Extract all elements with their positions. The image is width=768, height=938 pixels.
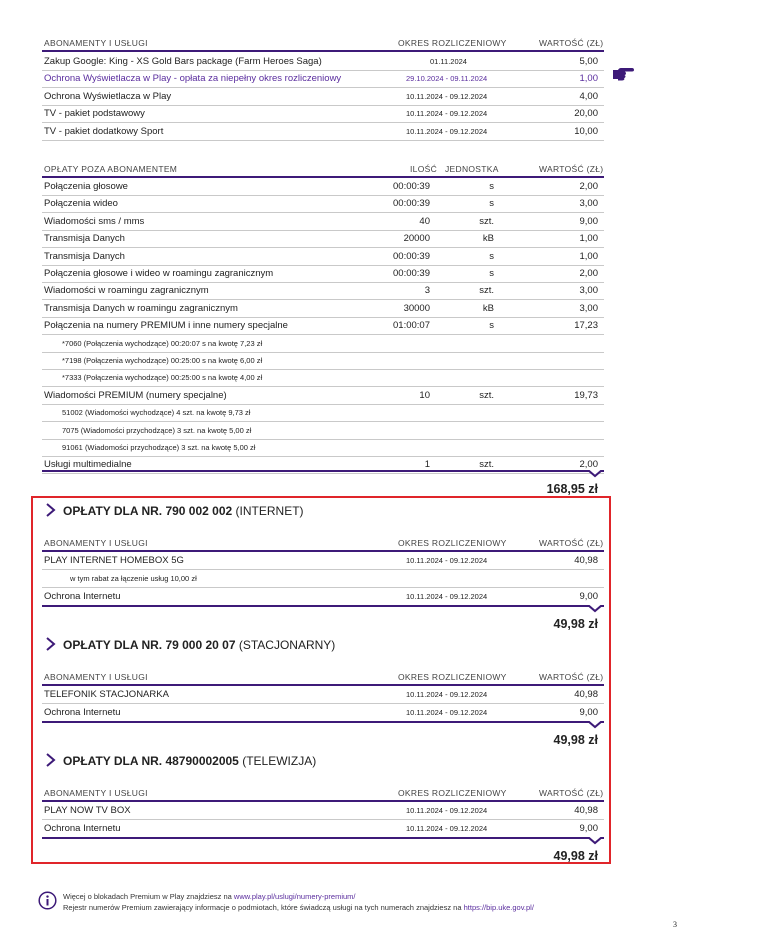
section-header-value: WARTOŚĆ (ZŁ) [539, 538, 604, 548]
row-name: Ochrona Wyświetlacza w Play [44, 90, 172, 102]
sub-row [42, 570, 604, 588]
row-name: Transmisja Danych [44, 233, 125, 245]
row-value: 10,00 [574, 125, 598, 137]
row-value: 9,00 [579, 707, 598, 718]
section-header-name: ABONAMENTY I USŁUGI [44, 788, 148, 798]
table-row [42, 300, 604, 318]
table-row [42, 802, 604, 820]
row-quantity: 01:00:07 [393, 320, 430, 332]
row-value: 2,00 [579, 181, 598, 192]
row-subdetail: 91061 (Wiadomości przychodzące) 3 szt. na kwotę 5,00 zł [62, 443, 256, 452]
row-value: 20,00 [574, 108, 598, 120]
subs-header-name: ABONAMENTY I USŁUGI [44, 38, 148, 48]
row-value: 1,00 [579, 250, 598, 262]
row-value: 9,00 [579, 823, 598, 834]
sub-row [42, 422, 604, 440]
extra-header-value: WARTOŚĆ (ZŁ) [539, 164, 604, 174]
table-row [42, 820, 604, 838]
table-row [42, 70, 604, 88]
table-row [42, 265, 604, 283]
table-row [42, 552, 604, 570]
section-title [63, 638, 335, 652]
row-period: 10.11.2024 - 09.12.2024 [406, 91, 488, 101]
row-name: Wiadomości sms / mms [44, 215, 145, 227]
row-period: 10.11.2024 - 09.12.2024 [406, 126, 488, 136]
row-name: TV - pakiet podstawowy [44, 108, 145, 120]
notch-marker [588, 470, 602, 478]
table-row [42, 704, 604, 722]
table-row [42, 588, 604, 606]
row-value: 9,00 [579, 591, 598, 602]
row-name: Ochrona Internetu [44, 823, 121, 834]
row-name: PLAY NOW TV BOX [44, 805, 131, 816]
row-unit: szt. [479, 285, 494, 297]
sub-row [42, 369, 604, 387]
row-name: Ochrona Internetu [44, 707, 121, 718]
table-row [42, 387, 604, 405]
section-header-value: WARTOŚĆ (ZŁ) [539, 788, 604, 798]
section-title [63, 754, 316, 768]
row-name: Transmisja Danych [44, 250, 125, 262]
table-row [42, 123, 604, 141]
section-total: 49,98 zł [553, 617, 598, 631]
row-unit: kB [482, 233, 494, 245]
section-header-name: ABONAMENTY I USŁUGI [44, 672, 148, 682]
row-unit: szt. [479, 459, 494, 471]
row-unit: szt. [479, 389, 494, 401]
row-period: 29.10.2024 - 09.11.2024 [406, 74, 488, 84]
table-row [42, 53, 604, 71]
section-title-number: OPŁATY DLA NR. 48790002005 [63, 754, 239, 768]
table-row [42, 230, 604, 248]
row-quantity: 10 [419, 389, 430, 401]
info-circle-icon [38, 891, 57, 910]
row-unit: s [489, 268, 494, 279]
row-quantity: 3 [424, 285, 430, 297]
row-unit: s [489, 250, 494, 262]
row-quantity: 40 [419, 215, 430, 227]
table-row [42, 105, 604, 123]
row-value: 40,98 [574, 689, 598, 700]
footer-line-2 [63, 903, 534, 912]
section-title-number: OPŁATY DLA NR. 79 000 20 07 [63, 638, 236, 652]
chevron-right-icon [44, 753, 56, 767]
row-period: 10.11.2024 - 09.12.2024 [406, 556, 488, 565]
sub-row [42, 352, 604, 370]
row-subdetail: w tym rabat za łączenie usług 10,00 zł [70, 574, 197, 583]
row-name: Połączenia na numery PREMIUM i inne numery specjalne [44, 320, 288, 332]
section-total: 49,98 zł [553, 733, 598, 747]
row-period: 10.11.2024 - 09.12.2024 [406, 806, 488, 815]
row-value: 1,00 [579, 233, 598, 245]
row-name: Ochrona Internetu [44, 591, 121, 602]
section-title-number: OPŁATY DLA NR. 790 002 002 [63, 504, 233, 518]
sub-row [42, 439, 604, 457]
row-quantity: 00:00:39 [393, 198, 430, 210]
row-period: 10.11.2024 - 09.12.2024 [406, 824, 488, 833]
row-name: Wiadomości PREMIUM (numery specjalne) [44, 389, 227, 401]
row-subdetail: 7075 (Wiadomości przychodzące) 3 szt. na kwotę 5,00 zł [62, 425, 252, 435]
row-quantity: 00:00:39 [393, 268, 430, 279]
row-name: PLAY INTERNET HOMEBOX 5G [44, 555, 184, 566]
header-rule [42, 50, 604, 52]
row-unit: szt. [479, 215, 494, 227]
row-subdetail: *7198 (Połączenia wychodzące) 00:25:00 s na kwotę 6,00 zł [62, 356, 263, 365]
row-value: 40,98 [574, 805, 598, 816]
table-row [42, 317, 604, 335]
chevron-right-icon [44, 637, 56, 651]
row-value: 9,00 [579, 215, 598, 227]
row-period: 10.11.2024 - 09.12.2024 [406, 592, 488, 601]
row-name: Ochrona Wyświetlacza w Play - opłata za niepełny okres rozliczeniowy [44, 73, 342, 85]
footer-link-uke[interactable]: https://bip.uke.gov.pl/ [463, 903, 534, 912]
section-title [63, 504, 304, 518]
notch-marker [588, 605, 602, 613]
row-period: 10.11.2024 - 09.12.2024 [406, 109, 488, 119]
section-header-period: OKRES ROZLICZENIOWY [398, 672, 507, 682]
footer-text-1: Więcej o blokadach Premium w Play znajdziesz na [63, 892, 232, 901]
notch-marker [588, 721, 602, 729]
extra-header-unit: JEDNOSTKA [445, 164, 499, 174]
section-title-type: (STACJONARNY) [238, 638, 336, 652]
row-value: 1,00 [579, 73, 598, 85]
row-unit: s [489, 181, 494, 192]
row-period: 10.11.2024 - 09.12.2024 [406, 708, 488, 717]
notch-marker [588, 837, 602, 845]
table-end-rule [42, 721, 604, 723]
table-end-rule [42, 470, 604, 472]
section-total: 49,98 zł [553, 849, 598, 863]
row-period: 01.11.2024 [430, 57, 467, 66]
table-row [42, 282, 604, 300]
row-value: 3,00 [579, 198, 598, 210]
row-value: 40,98 [574, 555, 598, 566]
row-name: TELEFONIK STACJONARKA [44, 689, 169, 700]
section-title-type: (INTERNET) [235, 504, 304, 518]
section-header-value: WARTOŚĆ (ZŁ) [539, 672, 604, 682]
row-subdetail: *7060 (Połączenia wychodzące) 00:20:07 s na kwotę 7,23 zł [62, 338, 263, 348]
table-row [42, 195, 604, 213]
table-row [42, 178, 604, 196]
row-value: 3,00 [579, 285, 598, 297]
row-period: 10.11.2024 - 09.12.2024 [406, 690, 488, 699]
hand-pointer-icon [613, 67, 635, 81]
subs-header-period: OKRES ROZLICZENIOWY [398, 38, 507, 48]
row-quantity: 30000 [403, 302, 430, 314]
row-value: 3,00 [579, 302, 598, 314]
row-value: 2,00 [579, 268, 598, 279]
table-end-rule [42, 837, 604, 839]
main-total: 168,95 zł [546, 482, 598, 496]
row-name: Wiadomości w roamingu zagranicznym [44, 285, 209, 297]
section-title-type: (TELEWIZJA) [242, 754, 317, 768]
row-quantity: 1 [424, 459, 430, 471]
row-quantity: 00:00:39 [393, 250, 430, 262]
row-value: 19,73 [574, 389, 598, 401]
row-unit: s [489, 320, 494, 332]
sub-row [42, 335, 604, 353]
section-header-period: OKRES ROZLICZENIOWY [398, 788, 507, 798]
table-end-rule [42, 605, 604, 607]
row-subdetail: *7333 (Połączenia wychodzące) 00:25:00 s na kwotę 4,00 zł [62, 373, 263, 383]
row-value: 4,00 [579, 90, 598, 102]
row-value: 5,00 [579, 56, 598, 67]
row-name: Połączenia wideo [44, 198, 118, 210]
page-number: 3 [673, 920, 677, 929]
row-subdetail: 51002 (Wiadomości wychodzące) 4 szt. na kwotę 9,73 zł [62, 408, 251, 418]
table-row [42, 248, 604, 266]
row-name: Połączenia głosowe i wideo w roamingu zagranicznym [44, 268, 274, 279]
row-name: Zakup Google: King - XS Gold Bars package (Farm Heroes Saga) [44, 56, 322, 67]
table-row [42, 686, 604, 704]
row-name: Połączenia głosowe [44, 181, 128, 192]
subs-header-value: WARTOŚĆ (ZŁ) [539, 38, 604, 48]
row-name: Usługi multimedialne [44, 459, 132, 471]
table-row [42, 88, 604, 106]
row-quantity: 20000 [403, 233, 430, 245]
row-name: TV - pakiet dodatkowy Sport [44, 125, 164, 137]
section-header-name: ABONAMENTY I USŁUGI [44, 538, 148, 548]
row-value: 2,00 [579, 459, 598, 471]
section-header-period: OKRES ROZLICZENIOWY [398, 538, 507, 548]
row-name: Transmisja Danych w roamingu zagranicznym [44, 302, 238, 314]
footer-text-2: Rejestr numerów Premium zawierający informacje o podmiotach, które świadczą usługi na tych numerach znajdziesz na [63, 903, 462, 912]
footer-link-premium[interactable]: www.play.pl/uslugi/numery-premium/ [233, 892, 356, 901]
row-unit: s [489, 198, 494, 210]
extra-header-qty: ILOŚĆ [410, 164, 438, 174]
footer-line-1 [63, 892, 356, 901]
chevron-right-icon [44, 503, 56, 517]
row-value: 17,23 [574, 320, 598, 332]
sub-row [42, 404, 604, 422]
table-row [42, 213, 604, 231]
extra-header-name: OPŁATY POZA ABONAMENTEM [44, 164, 178, 174]
row-unit: kB [482, 302, 494, 314]
row-quantity: 00:00:39 [393, 181, 430, 192]
